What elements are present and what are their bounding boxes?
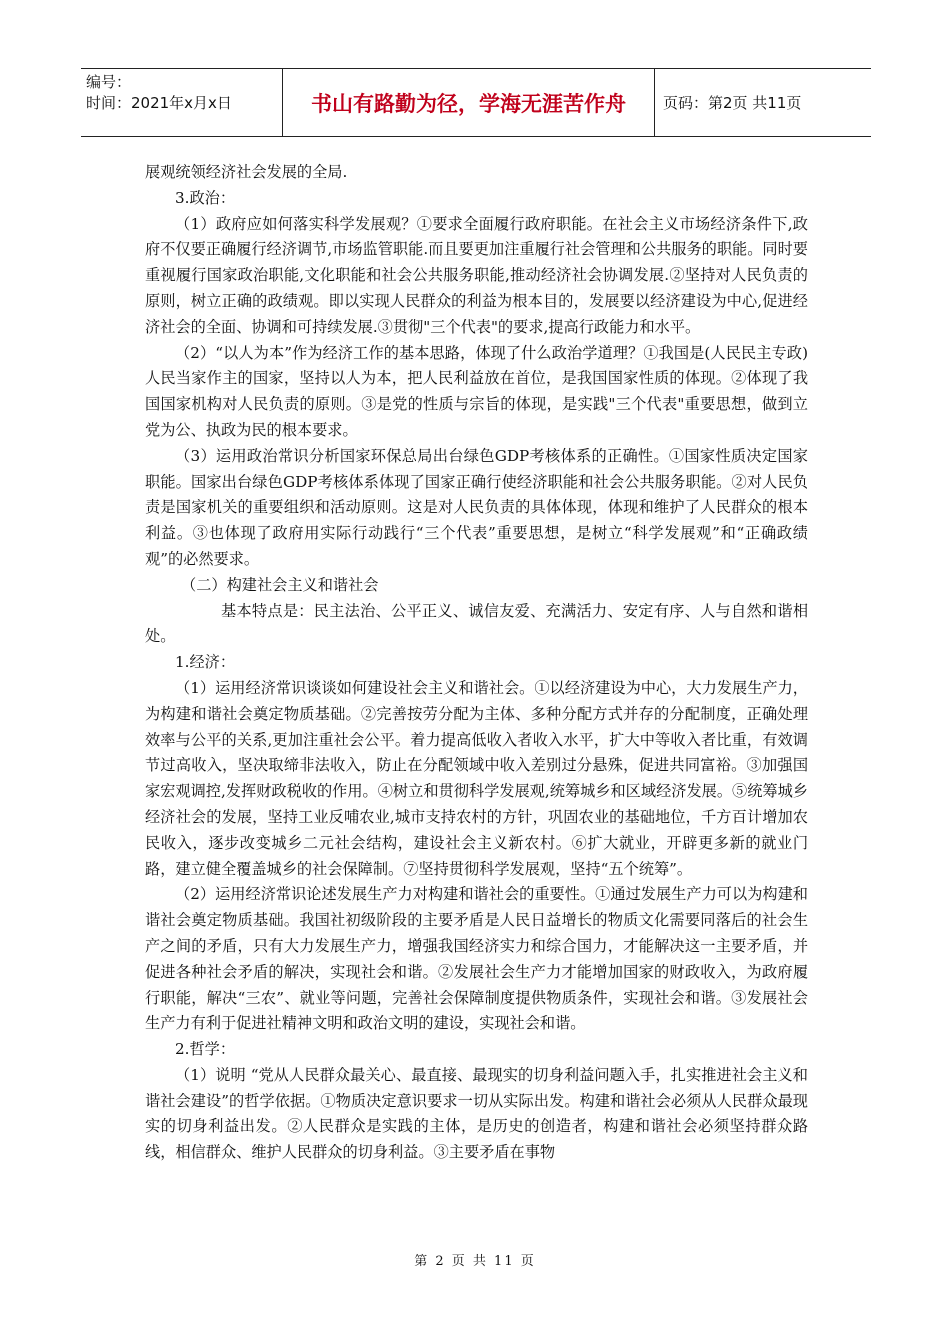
paragraph: 基本特点是：民主法治、公平正义、诚信友爱、充满活力、安定有序、人与自然和谐相处。	[145, 601, 808, 646]
header-motto: 书山有路勤为径，学海无涯苦作舟	[283, 69, 655, 136]
paragraph: （1）运用经济常识谈谈如何建设社会主义和谐社会。①以经济建设为中心，大力发展生产力，为构建和谐社会奠定物质基础。②完善按劳分配为主体、多种分配方式并存的分配制度，正确处理效率与公平的关系,更加注重社会公平。着力提高低收入者收入水平，扩大中等收入者比重，有效调节过高收入，坚决取缔非法收入，防止在分配领域中收入差别过分悬殊，促进共同富裕。③加强国家宏观调控,发挥财政税收的作用。④树立和贯彻科学发展观,统筹城乡和区域经济发展。⑤统筹城乡经济社会的发展，坚持工业反哺农业,城市支持农村的方针，巩固农业的基础地位，千方百计增加农民收入，逐步改变城乡二元社会结构，建设社会主义新农村。⑥扩大就业，开辟更多新的就业门路，建立健全覆盖城乡的社会保障制。⑦坚持贯彻科学发展观，坚持“五个统筹”。	[145, 678, 808, 878]
header-page-code: 页码：第2页 共11页	[663, 94, 802, 112]
section-heading: 1.经济：	[175, 653, 236, 672]
section-heading: （二）构建社会主义和谐社会	[181, 575, 379, 594]
paragraph: 展观统领经济社会发展的全局.	[145, 163, 348, 181]
page-header	[81, 68, 871, 137]
paragraph: （3）运用政治常识分析国家环保总局出台绿色GDP考核体系的正确性。①国家性质决定国家职能。国家出台绿色GDP考核体系体现了国家正确行使经济职能和社会公共服务职能。②对人民负责是国家机关的重要组织和活动原则。这是对人民负责的具体体现，体现和维护了人民群众的根本利益。③也体现了政府用实际行动践行“三个代表”重要思想，是树立“科学发展观”和“正确政绩观”的必然要求。	[145, 446, 808, 568]
paragraph: （1）政府应如何落实科学发展观？①要求全面履行政府职能。在社会主义市场经济条件下,政府不仅要正确履行经济调节,市场监管职能.而且要更加注重履行社会管理和公共服务的职能。同时要重视履行国家政治职能,文化职能和社会公共服务职能,推动经济社会协调发展.②坚持对人民负责的原则，树立正确的政绩观。即以实现人民群众的利益为根本目的，发展要以经济建设为中心,促进经济社会的全面、协调和可持续发展.③贯彻"三个代表"的要求,提高行政能力和水平。	[145, 214, 808, 336]
paragraph: （2）运用经济常识论述发展生产力对构建和谐社会的重要性。①通过发展生产力可以为构建和谐社会奠定物质基础。我国社初级阶段的主要矛盾是人民日益增长的物质文化需要同落后的社会生产之间的矛盾，只有大力发展生产力，增强我国经济实力和综合国力，才能解决这一主要矛盾，并促进各种社会矛盾的解决，实现社会和谐。②发展社会生产力才能增加国家的财政收入，为政府履行职能，解决“三农”、就业等问题，完善社会保障制度提供物质条件，实现社会和谐。③发展社会生产力有利于促进社精神文明和政治文明的建设，实现社会和谐。	[145, 885, 808, 1033]
section-heading: 3.政治：	[175, 188, 236, 207]
document-date-label: 时间：2021年x月x日	[86, 94, 232, 112]
document-number-label: 编号：	[86, 73, 132, 91]
paragraph: （1）说明 “党从人民群众最关心、最直接、最现实的切身利益问题入手，扎实推进社会主义和谐社会建设”的哲学依据。①物质决定意识要求一切从实际出发。构建和谐社会必须从人民群众最现实的切身利益出发。②人民群众是实践的主体，是历史的创造者，构建和谐社会必须坚持群众路线，相信群众、维护人民群众的切身利益。③主要矛盾在事物	[145, 1065, 808, 1162]
page-footer: 第 2 页 共 11 页	[414, 1254, 536, 1269]
section-heading: 2.哲学：	[175, 1040, 236, 1059]
header-meta	[81, 69, 283, 136]
document-body	[145, 160, 808, 1166]
paragraph: （2）“以人为本”作为经济工作的基本思路，体现了什么政治学道理？①我国是(人民民主专政)人民当家作主的国家，坚持以人为本，把人民利益放在首位，是我国国家性质的体现。②体现了我国国家机构对人民负责的原则。③是党的性质与宗旨的体现，是实践"三个代表"重要思想，做到立党为公、执政为民的根本要求。	[145, 343, 808, 439]
